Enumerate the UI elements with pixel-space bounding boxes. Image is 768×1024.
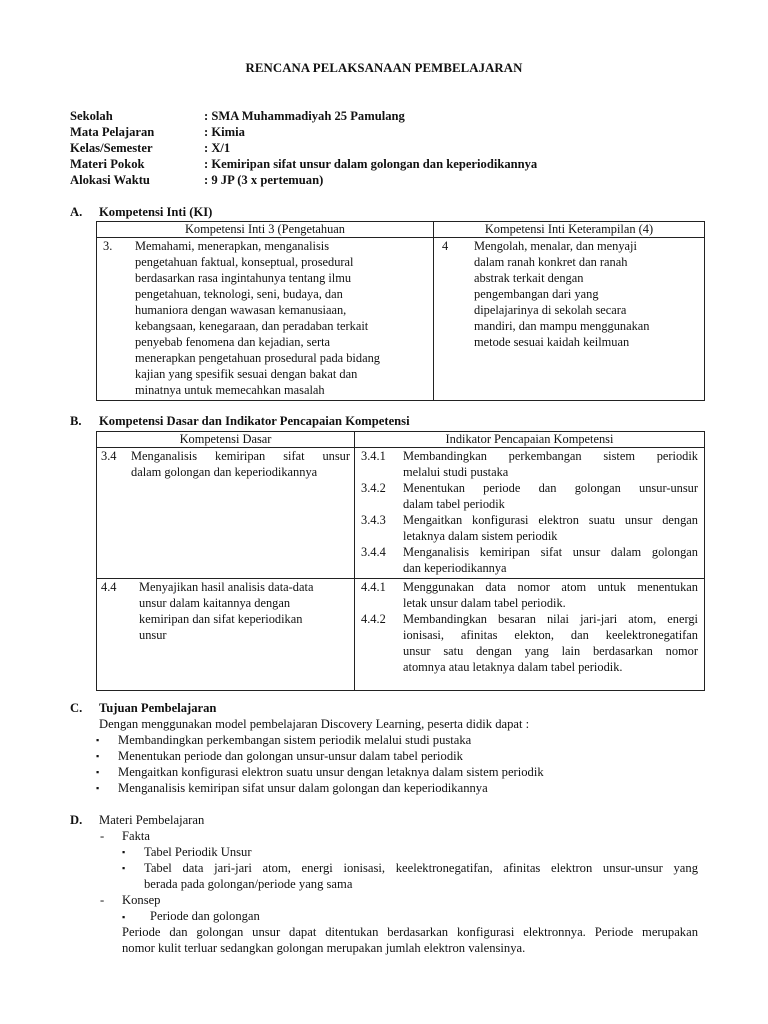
bullet-icon: ▪ bbox=[96, 783, 100, 793]
indicator-line: Menentukan periode dan golongan unsur-unsur bbox=[403, 481, 698, 495]
kd-4-4-cell bbox=[97, 579, 355, 691]
kompetensi-inti-table bbox=[96, 221, 705, 401]
section-title: Kompetensi Dasar dan Indikator Pencapaian Kompetensi bbox=[99, 414, 410, 428]
list-item-text: berada pada golongan/periode yang sama bbox=[144, 877, 353, 891]
bullet-icon: ▪ bbox=[122, 912, 126, 922]
konsep-item bbox=[122, 908, 260, 925]
list-item bbox=[122, 844, 698, 860]
kd-line: unsur dalam kaitannya dengan bbox=[139, 596, 291, 610]
indicator-item bbox=[361, 480, 698, 512]
section-a-heading bbox=[70, 204, 212, 220]
identity-row-school bbox=[70, 108, 537, 124]
section-b-heading bbox=[70, 413, 410, 429]
section-letter: B. bbox=[70, 414, 82, 428]
ki4-line: pengembangan dari yang bbox=[474, 287, 599, 301]
ki4-line: metode sesuai kaidah keilmuan bbox=[474, 335, 630, 349]
section-title: Tujuan Pembelajaran bbox=[99, 701, 217, 715]
indicator-item bbox=[361, 544, 698, 576]
kd-line: Menganalisis kemiripan sifat unsur bbox=[131, 449, 350, 463]
identity-row-class bbox=[70, 140, 537, 156]
identity-label: Alokasi Waktu bbox=[70, 173, 150, 187]
ki3-line: penyebab fenomena dan kejadian, serta bbox=[135, 335, 331, 349]
ki3-header: Kompetensi Inti 3 (Pengetahuan bbox=[97, 222, 434, 238]
indicator-line: letak unsur dalam tabel periodik. bbox=[403, 596, 566, 610]
ki4-line: dipelajarinya di sekolah secara bbox=[474, 303, 627, 317]
ki4-line: abstrak terkait dengan bbox=[474, 271, 584, 285]
ki3-line: pengetahuan, teknologi, seni, budaya, dan bbox=[135, 287, 343, 301]
list-item bbox=[96, 764, 544, 780]
list-item-text: Menentukan periode dan golongan unsur-unsur dalam tabel periodik bbox=[118, 749, 463, 763]
bullet-icon: ▪ bbox=[96, 751, 100, 761]
identity-block bbox=[70, 108, 537, 188]
kd-line: Menyajikan hasil analisis data-data bbox=[139, 580, 314, 594]
section-title: Materi Pembelajaran bbox=[99, 813, 205, 827]
ki4-cell bbox=[434, 238, 705, 401]
ki3-text bbox=[135, 238, 380, 398]
section-c-heading bbox=[70, 700, 216, 716]
indicator-code: 4.4.2 bbox=[361, 612, 386, 626]
kd-line: kemiripan dan sifat keperiodikan bbox=[139, 612, 303, 626]
list-item bbox=[96, 732, 544, 748]
indicator-line: dan keperiodikannya bbox=[403, 561, 507, 575]
kd-header: Kompetensi Dasar bbox=[97, 432, 355, 448]
ki3-line: Memahami, menerapkan, menganalisis bbox=[135, 239, 330, 253]
bullet-icon: ▪ bbox=[122, 847, 126, 857]
fakta-list bbox=[122, 844, 698, 892]
kd-text bbox=[131, 448, 350, 480]
ki4-number: 4 bbox=[442, 239, 449, 253]
bullet-icon: ▪ bbox=[96, 735, 100, 745]
ki4-header: Kompetensi Inti Keterampilan (4) bbox=[434, 222, 705, 238]
indicator-line: melalui studi pustaka bbox=[403, 465, 509, 479]
fakta-row bbox=[100, 828, 150, 844]
indicator-item bbox=[361, 448, 698, 480]
indicator-line: Membandingkan perkembangan sistem periodik bbox=[403, 449, 698, 463]
kd-line: unsur bbox=[139, 628, 167, 642]
ki3-line: kebangsaan, kenegaraan, dan peradaban terkait bbox=[135, 319, 369, 333]
indicators-3-4-cell bbox=[355, 448, 705, 579]
indicator-line: dalam tabel periodik bbox=[403, 497, 505, 511]
indicator-line: unsur satu dengan yang lain berdasarkan nomor bbox=[403, 644, 698, 658]
dash-marker: - bbox=[100, 829, 105, 843]
indicators-4-4-cell bbox=[355, 579, 705, 691]
identity-label: Mata Pelajaran bbox=[70, 125, 155, 139]
kd-line: dalam golongan dan keperiodikannya bbox=[131, 465, 318, 479]
identity-label: Sekolah bbox=[70, 109, 113, 123]
indicator-line: Menganalisis kemiripan sifat unsur dalam golongan bbox=[403, 545, 698, 559]
kd-text bbox=[139, 579, 350, 643]
ki3-line: berdasarkan rasa ingintahunya tentang ilmu bbox=[135, 271, 352, 285]
list-item-text: Membandingkan perkembangan sistem periodik melalui studi pustaka bbox=[118, 733, 472, 747]
section-letter: C. bbox=[70, 701, 83, 715]
identity-value: : 9 JP (3 x pertemuan) bbox=[204, 173, 324, 187]
identity-row-time bbox=[70, 172, 537, 188]
ki3-line: menerapkan pengetahuan prosedural pada bidang bbox=[135, 351, 380, 365]
kd-number: 4.4 bbox=[101, 580, 117, 594]
indicator-header: Indikator Pencapaian Kompetensi bbox=[355, 432, 705, 448]
indicator-code: 3.4.1 bbox=[361, 449, 386, 463]
indicator-code: 3.4.2 bbox=[361, 481, 386, 495]
kd-number: 3.4 bbox=[101, 449, 117, 463]
ki3-line: minatnya untuk memecahkan masalah bbox=[135, 383, 325, 397]
ki4-line: dalam ranah konkret dan ranah bbox=[474, 255, 628, 269]
list-item-text: Tabel Periodik Unsur bbox=[144, 845, 252, 859]
list-item bbox=[96, 748, 544, 764]
indicator-line: atomnya atau letaknya dalam tabel periodik. bbox=[403, 660, 623, 674]
indicator-line: Membandingkan besaran nilai jari-jari atom, energi bbox=[403, 612, 698, 626]
ki4-text bbox=[474, 238, 650, 350]
ki3-line: kajian yang spesifik sesuai dengan bakat dan bbox=[135, 367, 358, 381]
indicator-item bbox=[361, 579, 698, 611]
indicator-item bbox=[361, 611, 698, 675]
konsep-paragraph bbox=[122, 924, 698, 956]
ki3-line: pengetahuan faktual, konseptual, prosedural bbox=[135, 255, 354, 269]
indicator-code: 4.4.1 bbox=[361, 580, 386, 594]
section-letter: D. bbox=[70, 813, 83, 827]
identity-row-subject bbox=[70, 124, 537, 140]
indicator-code: 3.4.4 bbox=[361, 545, 386, 559]
paragraph-line: nomor kulit terluar sedangkan golongan merupakan jumlah elektron valensinya. bbox=[122, 941, 526, 955]
identity-value: : SMA Muhammadiyah 25 Pamulang bbox=[204, 109, 405, 123]
konsep-label: Konsep bbox=[122, 893, 161, 907]
dash-marker: - bbox=[100, 893, 105, 907]
list-item-text: Tabel data jari-jari atom, energi ionisasi, keelektronegatifan, afinitas elektron unsur-unsur yang bbox=[144, 861, 698, 875]
section-letter: A. bbox=[70, 205, 83, 219]
identity-row-topic bbox=[70, 156, 537, 172]
document-title: RENCANA PELAKSANAAN PEMBELAJARAN bbox=[245, 61, 523, 75]
identity-label: Materi Pokok bbox=[70, 157, 145, 171]
kompetensi-dasar-table bbox=[96, 431, 705, 691]
list-item bbox=[122, 860, 698, 892]
kd-3-4-cell bbox=[97, 448, 355, 579]
ki4-line: Mengolah, menalar, dan menyaji bbox=[474, 239, 637, 253]
indicator-line: letaknya dalam sistem periodik bbox=[403, 529, 558, 543]
ki3-number: 3. bbox=[103, 239, 113, 253]
section-c-intro: Dengan menggunakan model pembelajaran Discovery Learning, peserta didik dapat : bbox=[99, 717, 530, 731]
ki3-line: humaniora dengan wawasan kemanusiaan, bbox=[135, 303, 347, 317]
identity-value: : X/1 bbox=[204, 141, 231, 155]
indicator-code: 3.4.3 bbox=[361, 513, 386, 527]
list-item-text: Mengaitkan konfigurasi elektron suatu unsur dengan letaknya dalam sistem periodik bbox=[118, 765, 544, 779]
indicator-line: ionisasi, afinitas elekton, dan keelektronegatifan bbox=[403, 628, 698, 642]
bullet-icon: ▪ bbox=[96, 767, 100, 777]
ki4-line: mandiri, dan mampu menggunakan bbox=[474, 319, 650, 333]
identity-value: : Kimia bbox=[204, 125, 245, 139]
section-title: Kompetensi Inti (KI) bbox=[99, 205, 213, 219]
objectives-list bbox=[96, 732, 544, 796]
section-d-heading bbox=[70, 812, 204, 828]
list-item bbox=[96, 780, 544, 796]
identity-value: : Kemiripan sifat unsur dalam golongan dan keperiodikannya bbox=[204, 157, 538, 171]
list-item-text: Periode dan golongan bbox=[150, 909, 260, 923]
paragraph-line: Periode dan golongan unsur dapat ditentukan berdasarkan konfigurasi elektronnya. Periode merupakan bbox=[122, 925, 698, 939]
konsep-row bbox=[100, 892, 160, 908]
list-item-text: Menganalisis kemiripan sifat unsur dalam golongan dan keperiodikannya bbox=[118, 781, 488, 795]
fakta-label: Fakta bbox=[122, 829, 150, 843]
indicator-item bbox=[361, 512, 698, 544]
bullet-icon: ▪ bbox=[122, 863, 126, 873]
ki3-cell bbox=[97, 238, 434, 401]
identity-label: Kelas/Semester bbox=[70, 141, 153, 155]
indicator-line: Mengaitkan konfigurasi elektron suatu unsur dengan bbox=[403, 513, 698, 527]
indicator-line: Menggunakan data nomor atom untuk menentukan bbox=[403, 580, 698, 594]
